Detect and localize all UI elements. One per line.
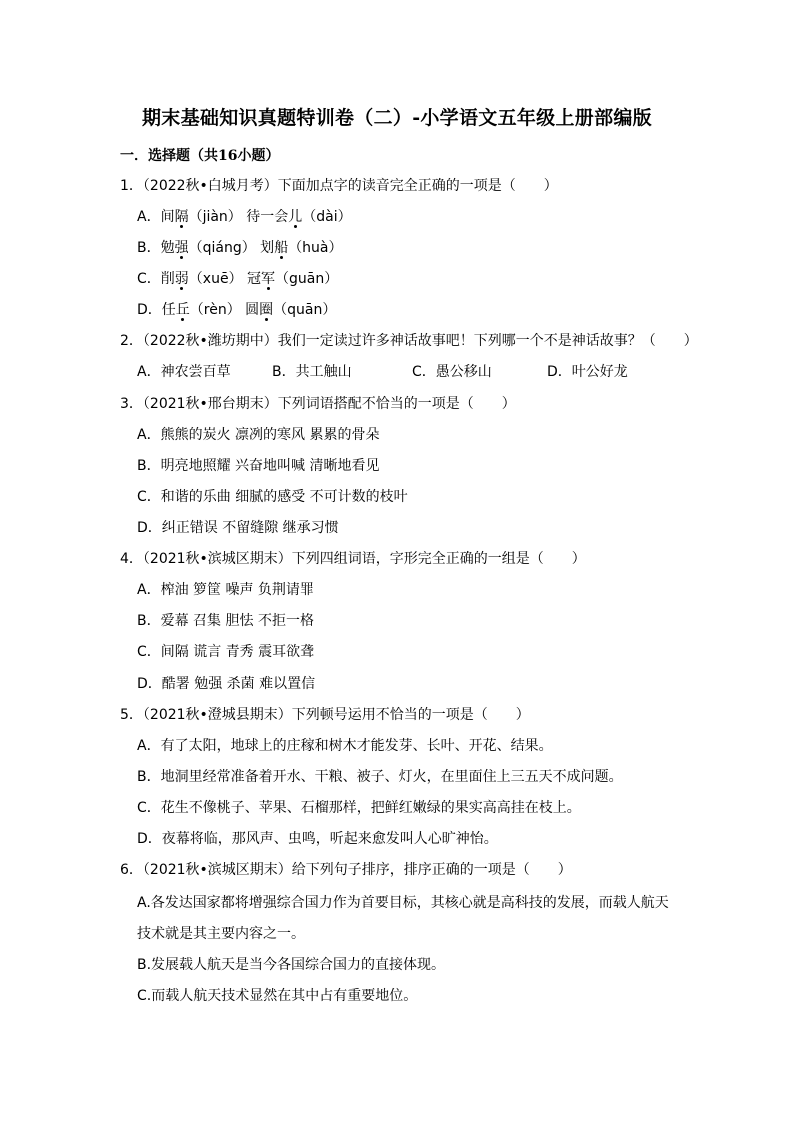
question-3-option-c: C．和谐的乐曲 细腻的感受 不可计数的枝叶 — [137, 489, 408, 505]
question-5-stem: 5．（2021秋•澄城县期末）下列顿号运用不恰当的一项是（ ） — [120, 707, 530, 723]
dotted-char: 丘 — [175, 302, 190, 318]
option-text: （qiáng） 划 — [188, 240, 275, 256]
dotted-char: 圈 — [259, 302, 274, 318]
question-1-option-a — [137, 207, 352, 227]
question-1-option-c — [137, 269, 338, 289]
option-text: （rèn） 圆 — [189, 302, 260, 318]
dotted-char: 隔 — [174, 209, 189, 225]
dotted-char: 强 — [174, 240, 189, 256]
dotted-char: 儿 — [288, 209, 303, 225]
question-1-stem: 1．（2022秋•白城月考）下面加点字的读音完全正确的一项是（ ） — [120, 178, 558, 194]
question-6-stem: 6．（2021秋•滨城区期末）给下列句子排序，排序正确的一项是（ ） — [120, 862, 572, 878]
question-3-option-d: D．纠正错误 不留缝隙 继承习惯 — [137, 520, 339, 536]
question-5-option-d: D．夜幕将临，那风声、虫鸣，听起来愈发叫人心旷神怡。 — [137, 831, 498, 847]
question-4-option-a: A．榨油 箩筐 噪声 负荆请罪 — [137, 582, 314, 598]
question-6-sentence-a: A.各发达国家都将增强综合国力作为首要目标，其核心就是高科技的发展，而载人航天 — [137, 895, 669, 911]
question-3-option-b: B．明亮地照耀 兴奋地叫喊 清晰地看见 — [137, 458, 380, 474]
question-6-sentence-a-continued: 技术就是其主要内容之一。 — [137, 926, 305, 942]
question-4-option-b: B．爱幕 召集 胆怯 不拒一格 — [137, 613, 314, 629]
option-text: （guān） — [275, 271, 339, 287]
option-text: C．削 — [137, 271, 175, 287]
option-text: D．任 — [137, 302, 176, 318]
section-heading: 一．选择题（共16小题） — [120, 148, 280, 164]
question-1-option-b — [137, 238, 343, 258]
question-5-option-a: A．有了太阳，地球上的庄稼和树木才能发芽、长叶、开花、结果。 — [137, 738, 553, 754]
question-2-stem: 2．（2022秋•潍坊期中）我们一定读过许多神话故事吧！下列哪一个不是神话故事？（ ） — [120, 333, 698, 349]
question-3-option-a: A．熊熊的炭火 凛冽的寒风 累累的骨朵 — [137, 427, 380, 443]
question-4-stem: 4．（2021秋•滨城区期末）下列四组词语，字形完全正确的一组是（ ） — [120, 551, 586, 567]
question-6-sentence-b: B.发展载人航天是当今各国综合国力的直接体现。 — [137, 957, 446, 973]
question-5-option-c: C．花生不像桃子、苹果、石榴那样，把鲜红嫩绿的果实高高挂在枝上。 — [137, 800, 581, 816]
option-text: （dài） — [302, 209, 352, 225]
option-text: A．间 — [137, 209, 175, 225]
option-text: （huà） — [288, 240, 343, 256]
question-1-option-d — [137, 300, 336, 320]
dotted-char: 弱 — [174, 271, 189, 287]
page-title: 期末基础知识真题特训卷（二）-小学语文五年级上册部编版 — [142, 107, 652, 129]
question-2-option-b: B．共工触山 — [272, 364, 352, 380]
question-4-option-c: C．间隔 谎言 青秀 震耳欲聋 — [137, 644, 315, 660]
question-2-option-a: A．神农尝百草 — [137, 364, 231, 380]
option-text: （jiàn） 待一会 — [188, 209, 289, 225]
question-4-option-d: D．酷署 勉强 杀菌 难以置信 — [137, 676, 316, 692]
question-2-option-c: C．愚公移山 — [412, 364, 492, 380]
dotted-char: 军 — [261, 271, 276, 287]
question-5-option-b: B．地洞里经常准备着开水、干粮、被子、灯火，在里面住上三五天不成问题。 — [137, 769, 623, 785]
option-text: （xuē） 冠 — [188, 271, 262, 287]
question-6-sentence-c: C.而载人航天技术显然在其中占有重要地位。 — [137, 988, 418, 1004]
dotted-char: 船 — [274, 240, 289, 256]
question-3-stem: 3．（2021秋•邢台期末）下列词语搭配不恰当的一项是（ ） — [120, 396, 516, 412]
option-text: B．勉 — [137, 240, 175, 256]
question-2-option-d: D．叶公好龙 — [547, 364, 628, 380]
option-text: （quān） — [273, 302, 337, 318]
